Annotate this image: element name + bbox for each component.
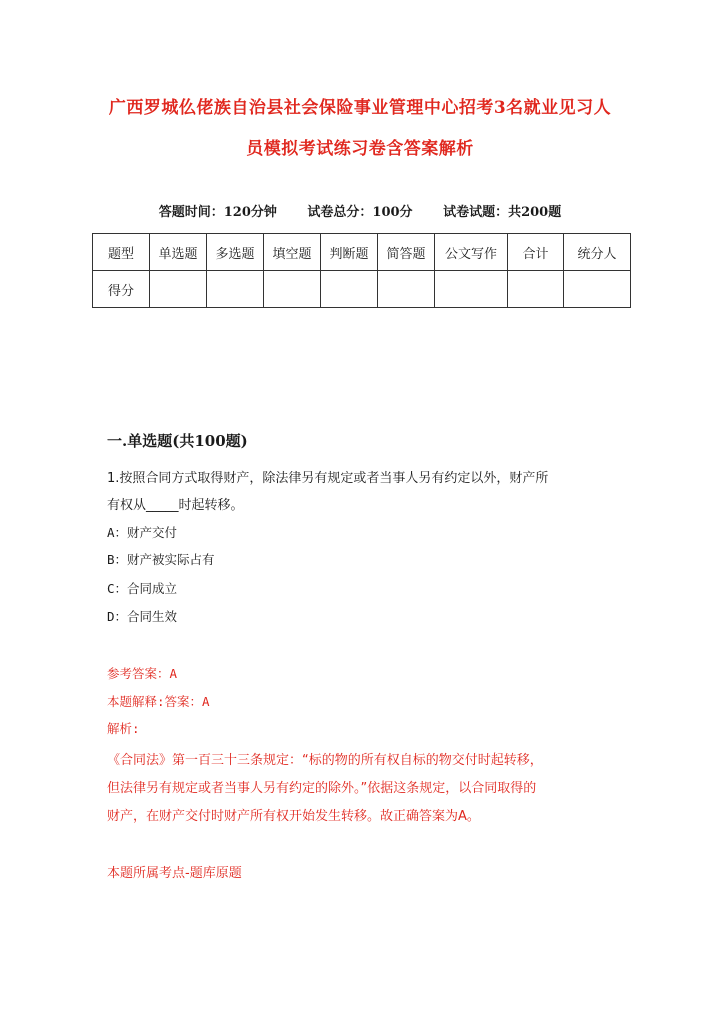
score-table-header: 统分人 xyxy=(564,234,631,271)
question-stem-line-1: 1.按照合同方式取得财产，除法律另有规定或者当事人另有约定以外，财产所 xyxy=(107,471,549,486)
option-c: C：合同成立 xyxy=(107,581,178,596)
score-cell xyxy=(435,271,508,308)
option-b: B：财产被实际占有 xyxy=(107,552,215,567)
document-title-line-2: 员模拟考试练习卷含答案解析 xyxy=(246,139,474,159)
score-cell xyxy=(564,271,631,308)
option-a: A：财产交付 xyxy=(107,525,178,540)
explanation-label: 本题解释:答案：A xyxy=(107,694,210,709)
option-d: D：合同生效 xyxy=(107,609,178,624)
topic-note: 本题所属考点-题库原题 xyxy=(107,866,242,881)
exam-question-count: 试卷试题：共200题 xyxy=(443,205,562,220)
reference-answer: 参考答案：A xyxy=(107,666,178,681)
exam-info xyxy=(0,201,720,220)
score-cell xyxy=(378,271,435,308)
score-table-score-row xyxy=(93,271,631,308)
score-table-header: 题型 xyxy=(93,234,150,271)
score-cell xyxy=(150,271,207,308)
document-title-line-1: 广西罗城仫佬族自治县社会保险事业管理中心招考3名就业见习人 xyxy=(108,98,612,118)
score-table xyxy=(92,233,631,308)
analysis-label: 解析: xyxy=(107,721,140,736)
score-table-header: 判断题 xyxy=(321,234,378,271)
score-table-header: 填空题 xyxy=(264,234,321,271)
score-cell xyxy=(321,271,378,308)
score-cell xyxy=(508,271,564,308)
score-table-header: 合计 xyxy=(508,234,564,271)
score-table-header-row xyxy=(93,234,631,271)
score-cell xyxy=(264,271,321,308)
exam-total-score: 试卷总分：100分 xyxy=(307,205,413,220)
analysis-line-3: 财产，在财产交付时财产所有权开始发生转移。故正确答案为A。 xyxy=(107,809,480,824)
score-table-header: 多选题 xyxy=(207,234,264,271)
analysis-line-1: 《合同法》第一百三十三条规定：“标的物的所有权自标的物交付时起转移， xyxy=(107,753,543,768)
exam-time: 答题时间：120分钟 xyxy=(158,205,277,220)
score-table-header: 单选题 xyxy=(150,234,207,271)
analysis-line-2: 但法律另有规定或者当事人另有约定的除外。”依据这条规定，以合同取得的 xyxy=(107,781,537,796)
question-stem-line-2: 有权从_____时起转移。 xyxy=(107,498,244,513)
score-cell xyxy=(207,271,264,308)
score-table-header: 公文写作 xyxy=(435,234,508,271)
section-heading: 一.单选题(共100题) xyxy=(107,432,248,450)
score-row-label: 得分 xyxy=(93,271,150,308)
score-table-header: 简答题 xyxy=(378,234,435,271)
